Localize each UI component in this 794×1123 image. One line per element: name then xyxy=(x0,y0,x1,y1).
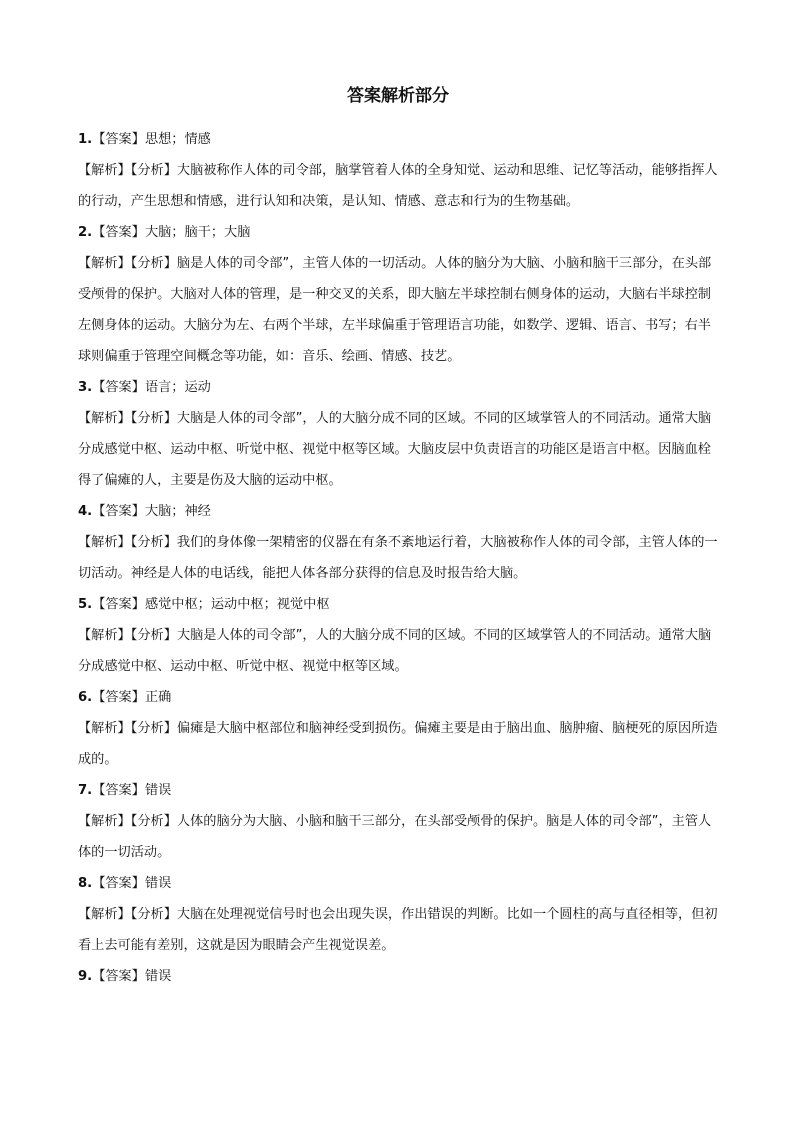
answer-tag: 【答案】 xyxy=(92,876,145,891)
fenxi-tag: 【分析】 xyxy=(130,814,177,829)
answer-text: 大脑；神经 xyxy=(144,504,211,519)
jiexi-tag: 【解析】 xyxy=(78,907,131,922)
fenxi-tag: 【分析】 xyxy=(130,907,177,922)
question-number: 2. xyxy=(78,225,93,240)
answer-line xyxy=(78,217,718,248)
question-number: 3. xyxy=(78,380,93,395)
analysis-text: 偏瘫是大脑中枢部位和脑神经受到损伤。偏瘫主要是由于脑出血、脑肿瘤、脑梗死的原因所造成的。 xyxy=(78,721,718,767)
answer-tag: 【答案】 xyxy=(92,783,145,798)
answer-text: 感觉中枢；运动中枢；视觉中枢 xyxy=(144,597,330,612)
answer-tag: 【答案】 xyxy=(92,380,145,395)
analysis-text: 脑是人体的司令部”，主管人体的一切活动。人体的脑分为大脑、小脑和脑干三部分，在头部受颅骨的保护。大脑对人体的管理，是一种交叉的关系，即大脑左半球控制右侧身体的运动，大脑右半球控制左侧身体的运动。大脑分为左、右两个半球，左半球偏重于管理语言功能，如数学、逻辑、语言、书写；右半球则偏重于管理空间概念等功能，如：音乐、绘画、情感、技艺。 xyxy=(78,256,712,364)
answer-text: 错误 xyxy=(144,783,172,798)
answer-tag: 【答案】 xyxy=(92,504,145,519)
question-number: 8. xyxy=(78,876,93,891)
fenxi-tag: 【分析】 xyxy=(130,411,177,426)
answer-item xyxy=(78,372,718,496)
answer-item xyxy=(78,682,718,775)
analysis-text: 大脑被称作人体的司令部，脑掌管着人体的全身知觉、运动和思维、记忆等活动，能够指挥人的行动，产生思想和情感，进行认知和决策，是认知、情感、意志和行为的生物基础。 xyxy=(78,163,718,209)
answer-line xyxy=(78,589,718,620)
analysis-paragraph xyxy=(78,527,718,589)
answer-line xyxy=(78,961,718,992)
answer-line xyxy=(78,372,718,403)
answer-line xyxy=(78,496,718,527)
jiexi-tag: 【解析】 xyxy=(78,535,131,550)
question-number: 9. xyxy=(78,969,93,984)
answer-text: 思想；情感 xyxy=(144,132,211,147)
analysis-paragraph xyxy=(78,403,718,496)
analysis-paragraph xyxy=(78,899,718,961)
answer-sheet xyxy=(78,82,718,992)
fenxi-tag: 【分析】 xyxy=(130,721,177,736)
answer-text: 错误 xyxy=(144,969,172,984)
answer-item xyxy=(78,961,718,992)
answer-item xyxy=(78,124,718,217)
question-number: 1. xyxy=(78,132,93,147)
answer-tag: 【答案】 xyxy=(92,225,145,240)
jiexi-tag: 【解析】 xyxy=(78,814,131,829)
answer-line xyxy=(78,124,718,155)
question-number: 4. xyxy=(78,504,93,519)
answer-text: 错误 xyxy=(144,876,172,891)
answer-tag: 【答案】 xyxy=(92,597,145,612)
page-title: 答案解析部分 xyxy=(347,86,449,106)
jiexi-tag: 【解析】 xyxy=(78,721,131,736)
jiexi-tag: 【解析】 xyxy=(78,411,131,426)
analysis-text: 大脑是人体的司令部”，人的大脑分成不同的区域。不同的区域掌管人的不同活动。通常大脑分成感觉中枢、运动中枢、听觉中枢、视觉中枢等区域。 xyxy=(78,628,712,674)
answer-line xyxy=(78,775,718,806)
answer-item xyxy=(78,589,718,682)
answer-tag: 【答案】 xyxy=(92,132,145,147)
jiexi-tag: 【解析】 xyxy=(78,163,131,178)
answer-item xyxy=(78,496,718,589)
question-number: 7. xyxy=(78,783,93,798)
answer-item xyxy=(78,217,718,372)
jiexi-tag: 【解析】 xyxy=(78,256,131,271)
analysis-text: 大脑是人体的司令部”，人的大脑分成不同的区域。不同的区域掌管人的不同活动。通常大脑分成感觉中枢、运动中枢、听觉中枢、视觉中枢等区域。大脑皮层中负责语言的功能区是语言中枢。因脑血栓得了偏瘫的人，主要是伤及大脑的运动中枢。 xyxy=(78,411,712,488)
question-number: 6. xyxy=(78,690,93,705)
fenxi-tag: 【分析】 xyxy=(130,256,177,271)
answer-item xyxy=(78,775,718,868)
analysis-paragraph xyxy=(78,620,718,682)
answer-line xyxy=(78,682,718,713)
answer-line xyxy=(78,868,718,899)
answer-tag: 【答案】 xyxy=(92,969,145,984)
analysis-paragraph xyxy=(78,713,718,775)
answer-text: 大脑；脑干；大脑 xyxy=(144,225,251,240)
answer-text: 语言；运动 xyxy=(144,380,211,395)
analysis-text: 大脑在处理视觉信号时也会出现失误，作出错误的判断。比如一个圆柱的高与直径相等，但初看上去可能有差别，这就是因为眼睛会产生视觉误差。 xyxy=(78,907,718,953)
answer-text: 正确 xyxy=(144,690,172,705)
analysis-paragraph xyxy=(78,155,718,217)
question-number: 5. xyxy=(78,597,93,612)
fenxi-tag: 【分析】 xyxy=(130,535,177,550)
analysis-text: 我们的身体像一架精密的仪器在有条不紊地运行着，大脑被称作人体的司令部，主管人体的一切活动。神经是人体的电话线，能把人体各部分获得的信息及时报告给大脑。 xyxy=(78,535,718,581)
analysis-paragraph xyxy=(78,248,718,372)
answer-item xyxy=(78,868,718,961)
analysis-paragraph xyxy=(78,806,718,868)
answer-tag: 【答案】 xyxy=(92,690,145,705)
fenxi-tag: 【分析】 xyxy=(130,628,177,643)
analysis-text: 人体的脑分为大脑、小脑和脑干三部分，在头部受颅骨的保护。脑是人体的司令部”，主管人体的一切活动。 xyxy=(78,814,712,860)
jiexi-tag: 【解析】 xyxy=(78,628,131,643)
fenxi-tag: 【分析】 xyxy=(130,163,177,178)
